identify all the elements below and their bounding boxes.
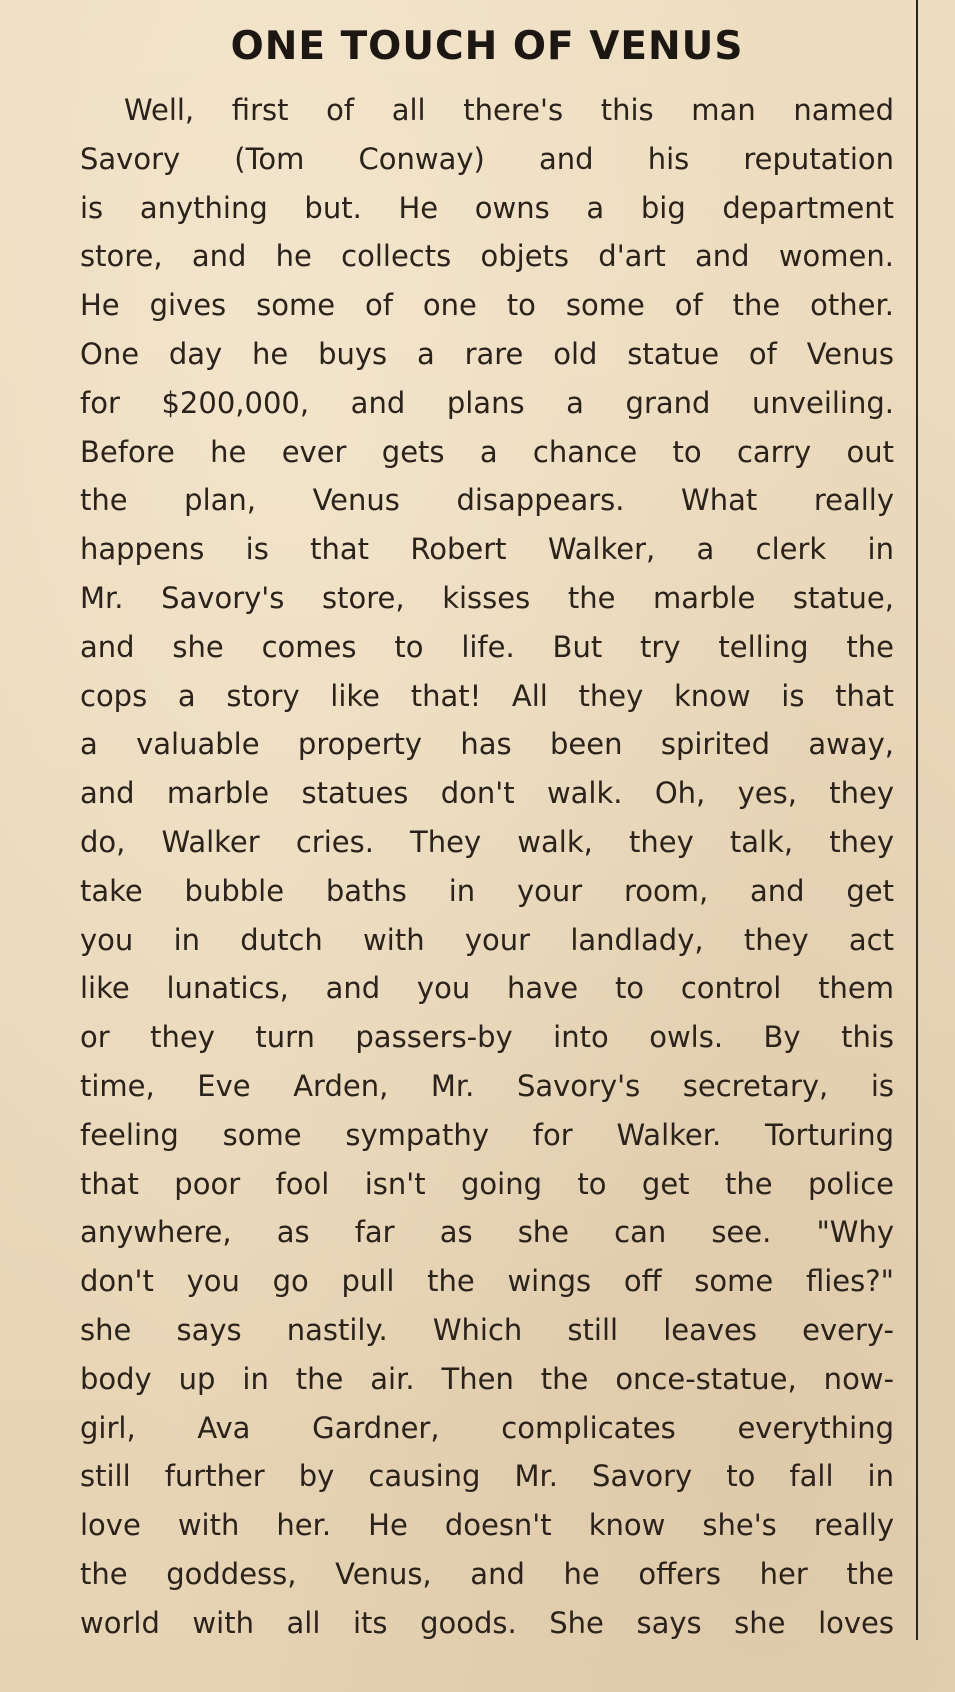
body-line: happens is that Robert Walker, a clerk in	[80, 532, 894, 567]
body-line: for $200,000, and plans a grand unveiling.	[80, 385, 894, 420]
body-line: He gives some of one to some of the other.	[80, 288, 894, 323]
article-body	[80, 86, 894, 1648]
body-line: body up in the air. Then the once-statue, now-	[80, 1361, 894, 1396]
body-line: like lunatics, and you have to control them	[80, 971, 894, 1006]
body-line: cops a story like that! All they know is that	[80, 678, 894, 713]
body-line: the goddess, Venus, and he offers her the	[80, 1556, 894, 1591]
body-line: love with her. He doesn't know she's really	[80, 1508, 894, 1543]
body-line: or they turn passers-by into owls. By this	[80, 1020, 894, 1055]
body-line: Well, first of all there's this man named	[124, 93, 894, 127]
body-line: girl, Ava Gardner, complicates everything	[80, 1410, 894, 1445]
body-line: anywhere, as far as she can see. "Why	[80, 1215, 894, 1250]
article	[80, 16, 894, 1648]
body-line: that poor fool isn't going to get the police	[80, 1166, 894, 1201]
body-line: don't you go pull the wings off some flies?"	[80, 1264, 894, 1299]
body-line: and marble statues don't walk. Oh, yes, they	[80, 776, 894, 811]
column-rule	[916, 0, 918, 1640]
body-line: the plan, Venus disappears. What really	[80, 483, 894, 518]
body-line: Before he ever gets a chance to carry out	[80, 434, 894, 469]
body-line: take bubble baths in your room, and get	[80, 873, 894, 908]
body-line: and she comes to life. But try telling the	[80, 629, 894, 664]
body-line: One day he buys a rare old statue of Venus	[80, 336, 894, 371]
body-line: a valuable property has been spirited away,	[80, 727, 894, 762]
body-line: world with all its goods. She says she loves	[80, 1605, 894, 1640]
body-line: Savory (Tom Conway) and his reputation	[80, 141, 894, 176]
body-line: feeling some sympathy for Walker. Torturing	[80, 1117, 894, 1152]
body-line: she says nastily. Which still leaves every-	[80, 1312, 894, 1347]
body-line: you in dutch with your landlady, they act	[80, 922, 894, 957]
body-line: Mr. Savory's store, kisses the marble statue,	[80, 580, 894, 615]
body-line: do, Walker cries. They walk, they talk, they	[80, 824, 894, 859]
article-title: ONE TOUCH OF VENUS	[230, 24, 744, 69]
body-line: still further by causing Mr. Savory to fall in	[80, 1459, 894, 1494]
body-line: is anything but. He owns a big department	[80, 190, 894, 225]
body-line: store, and he collects objets d'art and women.	[80, 239, 894, 274]
body-line: time, Eve Arden, Mr. Savory's secretary, is	[80, 1068, 894, 1103]
